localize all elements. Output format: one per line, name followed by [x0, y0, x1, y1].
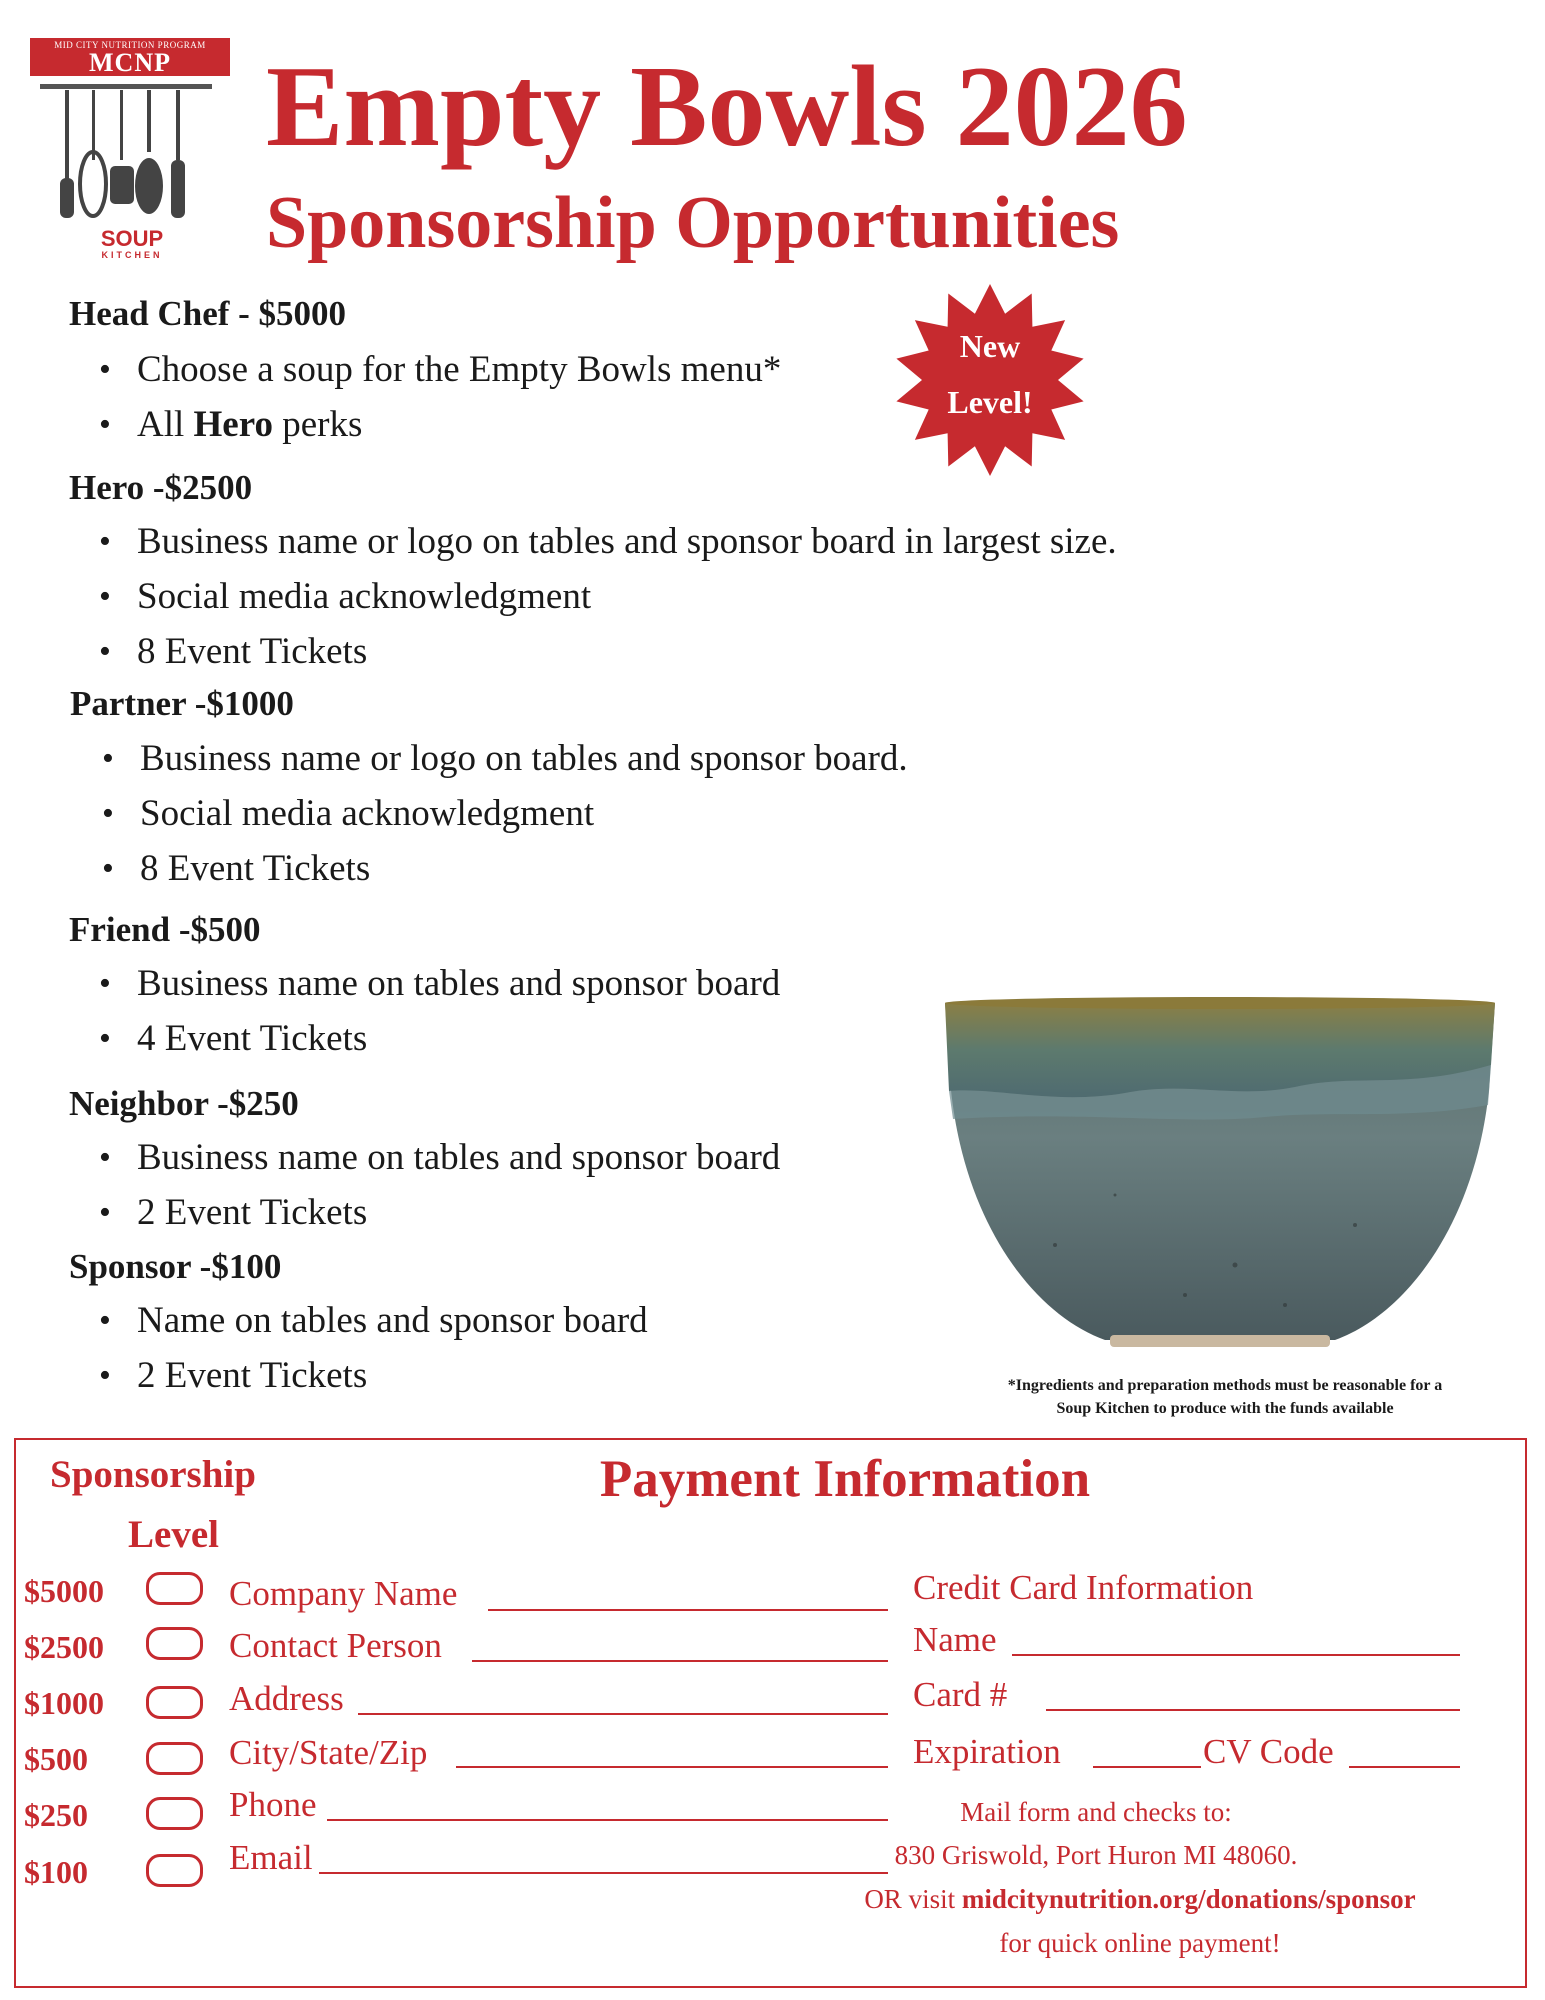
checkbox-5000[interactable] [146, 1572, 203, 1605]
logo-kitchen-text: KITCHEN [101, 250, 163, 260]
friend-perk-2: • 4 Event Tickets [137, 1016, 367, 1062]
checkbox-2500[interactable] [146, 1627, 203, 1660]
level-friend: Friend -$500 [69, 910, 261, 949]
hero-perk-3: • 8 Event Tickets [137, 629, 367, 675]
cv-code-label: CV Code [1203, 1732, 1334, 1771]
sponsorship-label-line-1: Sponsorship [50, 1453, 256, 1496]
head-chef-perk-2 [137, 402, 362, 448]
friend-perk-1: • Business name on tables and sponsor board [137, 961, 780, 1007]
page-title: Empty Bowls 2026 [266, 43, 1188, 171]
contact-person-label: Contact Person [229, 1626, 442, 1665]
card-number-label: Card # [913, 1675, 1008, 1714]
partner-perk-3: • 8 Event Tickets [140, 846, 370, 892]
logo-top-text: MID CITY NUTRITION PROGRAM [54, 40, 206, 50]
amount-100: $100 [24, 1854, 88, 1890]
footnote [985, 1374, 1465, 1420]
logo-soup-text: SOUP [100, 226, 164, 251]
contact-person-field[interactable] [472, 1660, 888, 1662]
level-sponsor: Sponsor -$100 [69, 1247, 282, 1286]
online-payment-line [780, 1882, 1500, 1916]
expiration-field[interactable] [1093, 1766, 1201, 1768]
expiration-label: Expiration [913, 1732, 1061, 1771]
soup-kitchen-logo [92, 228, 172, 260]
checkbox-250[interactable] [146, 1797, 203, 1830]
neighbor-perk-2: • 2 Event Tickets [137, 1190, 367, 1236]
level-partner: Partner -$1000 [70, 684, 294, 723]
amount-500: $500 [24, 1741, 88, 1777]
checkbox-1000[interactable] [146, 1686, 203, 1719]
address-field[interactable] [358, 1713, 888, 1715]
footnote-line-1: *Ingredients and preparation methods must be reasonable for a [1007, 1377, 1443, 1394]
cv-code-field[interactable] [1349, 1766, 1460, 1768]
payment-info-title: Payment Information [599, 1450, 1091, 1508]
new-level-badge [890, 318, 1090, 430]
quick-payment-text: for quick online payment! [999, 1928, 1281, 1958]
amount-2500: $2500 [24, 1629, 104, 1665]
perk-text: All [137, 404, 194, 445]
hero-perk-1: • Business name or logo on tables and sponsor board in largest size. [137, 519, 1117, 565]
badge-line-2: Level! [947, 384, 1033, 420]
mail-instructions: Mail form and checks to: [960, 1797, 1232, 1827]
sponsor-perk-1: • Name on tables and sponsor board [137, 1298, 648, 1344]
checkbox-100[interactable] [146, 1854, 203, 1887]
sponsor-url-link[interactable]: midcitynutrition.org/donations/sponsor [961, 1884, 1416, 1914]
city-state-zip-field[interactable] [456, 1766, 888, 1768]
amount-250: $250 [24, 1797, 88, 1833]
or-visit-text: OR visit [864, 1884, 962, 1914]
perk-hero-bold: Hero [193, 404, 273, 445]
badge-line-1: New [959, 328, 1021, 364]
phone-label: Phone [229, 1785, 317, 1824]
sponsor-perk-2: • 2 Event Tickets [137, 1353, 367, 1399]
sponsorship-level-label [50, 1445, 310, 1565]
email-label: Email [229, 1838, 313, 1877]
mail-address: 830 Griswold, Port Huron MI 48060. [894, 1840, 1298, 1870]
cc-name-field[interactable] [1012, 1654, 1460, 1656]
credit-card-heading: Credit Card Information [913, 1568, 1254, 1607]
company-name-field[interactable] [488, 1609, 888, 1611]
page-subtitle: Sponsorship Opportunities [266, 182, 1120, 264]
amount-5000: $5000 [24, 1573, 104, 1609]
partner-perk-1: • Business name or logo on tables and sponsor board. [140, 736, 908, 782]
checkbox-500[interactable] [146, 1742, 203, 1775]
neighbor-perk-1: • Business name on tables and sponsor board [137, 1135, 780, 1181]
footnote-line-2: Soup Kitchen to produce with the funds available [1056, 1400, 1394, 1417]
cc-name-label: Name [913, 1620, 997, 1659]
logo-main-text: MCNP [89, 48, 171, 77]
email-field[interactable] [319, 1872, 888, 1874]
head-chef-perk-1: • Choose a soup for the Empty Bowls menu* [137, 347, 781, 393]
level-hero: Hero -$2500 [69, 468, 253, 507]
card-number-field[interactable] [1046, 1709, 1460, 1711]
address-label: Address [229, 1679, 344, 1718]
mcnp-logo [30, 38, 230, 268]
level-head-chef: Head Chef - $5000 [69, 294, 347, 333]
sponsorship-label-line-2: Level [128, 1513, 219, 1556]
perk-text-end: perks [273, 404, 363, 445]
level-neighbor: Neighbor -$250 [69, 1084, 299, 1123]
amount-1000: $1000 [24, 1685, 104, 1721]
city-state-zip-label: City/State/Zip [229, 1733, 428, 1772]
utensils-icon [30, 84, 230, 234]
hero-perk-2: • Social media acknowledgment [137, 574, 591, 620]
company-name-label: Company Name [229, 1574, 458, 1613]
ceramic-bowl-image [935, 995, 1505, 1355]
logo-banner [30, 38, 230, 76]
partner-perk-2: • Social media acknowledgment [140, 791, 594, 837]
